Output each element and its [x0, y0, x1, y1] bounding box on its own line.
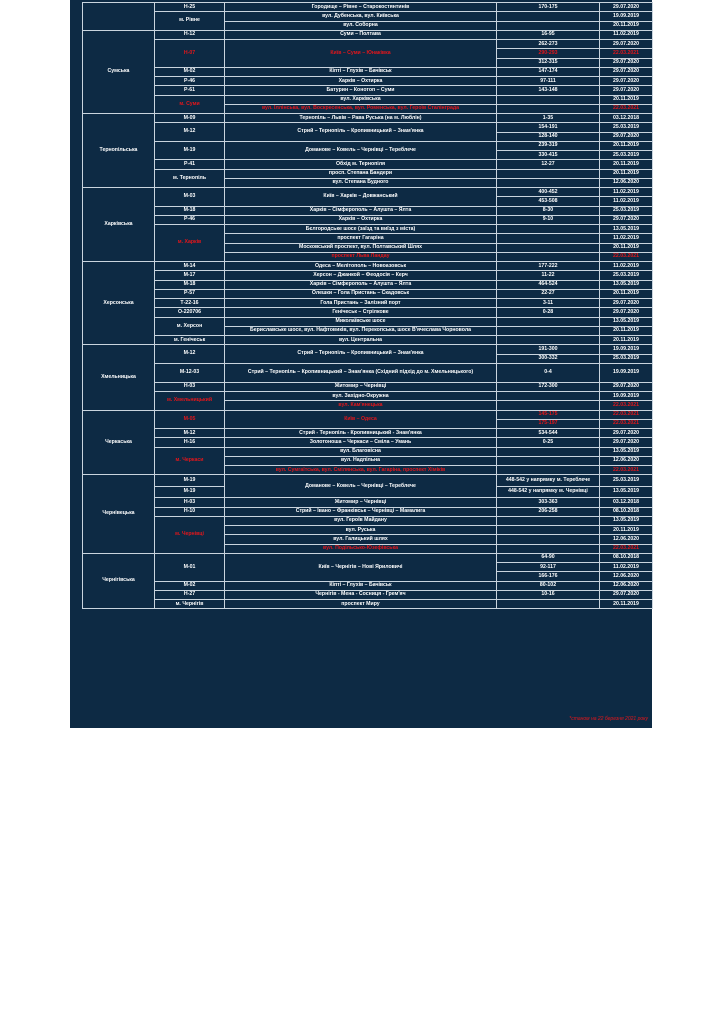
table-row: [83, 299, 653, 308]
date-cell: 13.05.2019: [600, 447, 653, 456]
road-code-cell: Н-27: [155, 590, 225, 599]
route-cell: проспект Льва Ландау: [225, 252, 497, 261]
date-cell: 20.11.2019: [600, 526, 653, 535]
route-cell: Стрий – Івано – Франківськ – Чернівці – Мамалига: [225, 507, 497, 516]
table-row: [83, 516, 653, 525]
route-cell: Одеса – Мелітополь – Новоазовськ: [225, 262, 497, 271]
route-cell: вул. Іллінська, вул. Воскресенська, вул. Роменська, вул. Героїв Сталінграда: [225, 104, 497, 113]
route-cell: Херсон – Джанкой – Феодосія – Керч: [225, 271, 497, 280]
route-cell: Московський проспект, вул. Полтавський Шлях: [225, 243, 497, 252]
km-cell: 453-508: [497, 197, 600, 206]
route-cell: Городище – Рівне – Старокостянтинів: [225, 3, 497, 12]
date-cell: 03.12.2018: [600, 114, 653, 123]
date-cell: 25.03.2019: [600, 151, 653, 160]
route-cell: вул. Степана Будного: [225, 178, 497, 187]
route-cell: вул. Героїв Майдану: [225, 516, 497, 525]
road-code-cell: М-05: [155, 410, 225, 429]
km-cell: 303-363: [497, 498, 600, 507]
route-cell: вул. Сумгаїтська, вул. Смілянська, вул. Гагаріна, проспект Хіміків: [225, 466, 497, 475]
date-cell: 19.09.2019: [600, 12, 653, 21]
footnote: *станом на 22 березня 2021 року: [569, 716, 648, 722]
route-cell: Харків – Сімферополь – Алушта – Ялта: [225, 206, 497, 215]
date-cell: 29.07.2020: [600, 132, 653, 141]
road-code-cell: м. Чернівці: [155, 516, 225, 553]
table-row: [83, 67, 653, 76]
km-cell: 290-293: [497, 49, 600, 58]
date-cell: 11.02.2019: [600, 30, 653, 39]
date-cell: 20.11.2019: [600, 326, 653, 335]
table-row: [83, 429, 653, 438]
road-code-cell: М-19: [155, 475, 225, 487]
km-cell: [497, 21, 600, 30]
km-cell: [497, 12, 600, 21]
road-code-cell: М-19: [155, 141, 225, 160]
date-cell: 20.11.2019: [600, 289, 653, 298]
km-cell: [497, 544, 600, 553]
date-cell: 29.07.2020: [600, 308, 653, 317]
road-code-cell: Т-22-16: [155, 299, 225, 308]
route-cell: Обхід м. Тернопіля: [225, 160, 497, 169]
km-cell: 534-544: [497, 429, 600, 438]
km-cell: 0-28: [497, 308, 600, 317]
km-cell: 16-95: [497, 30, 600, 39]
date-cell: 29.07.2020: [600, 40, 653, 49]
date-cell: 19.09.2019: [600, 345, 653, 354]
road-code-cell: Н-10: [155, 507, 225, 516]
date-cell: 29.07.2020: [600, 590, 653, 599]
table-row: [83, 169, 653, 178]
date-cell: 29.07.2020: [600, 299, 653, 308]
road-code-cell: М-19: [155, 486, 225, 498]
route-cell: проспект Гагаріна: [225, 234, 497, 243]
speed-control-table: [82, 2, 653, 609]
table-row: [83, 3, 653, 12]
km-cell: [497, 234, 600, 243]
road-code-cell: м. Рівне: [155, 12, 225, 31]
table-row: [83, 475, 653, 487]
date-cell: 29.07.2020: [600, 382, 653, 391]
km-cell: [497, 447, 600, 456]
route-cell: вул. Кам'янецька: [225, 401, 497, 410]
date-cell: 13.05.2019: [600, 317, 653, 326]
road-code-cell: М-09: [155, 114, 225, 123]
km-cell: 1-35: [497, 114, 600, 123]
route-cell: вул. Благовісна: [225, 447, 497, 456]
date-cell: 22.03.2021: [600, 252, 653, 261]
km-cell: [497, 225, 600, 234]
route-cell: просп. Степана Бандери: [225, 169, 497, 178]
date-cell: 29.07.2020: [600, 86, 653, 95]
date-cell: 20.11.2019: [600, 21, 653, 30]
road-code-cell: Р-46: [155, 77, 225, 86]
table-row: [83, 438, 653, 447]
table-row: [83, 114, 653, 123]
table-row: [83, 336, 653, 345]
km-cell: 10-16: [497, 590, 600, 599]
road-code-cell: М-02: [155, 581, 225, 590]
date-cell: 11.02.2019: [600, 262, 653, 271]
table-row: [83, 225, 653, 234]
date-cell: 13.05.2019: [600, 280, 653, 289]
date-cell: 25.03.2019: [600, 475, 653, 487]
road-code-cell: Р-61: [155, 86, 225, 95]
route-cell: Київ – Суми – Юнаківка: [225, 40, 497, 68]
route-cell: Генічеськ – Стрілкове: [225, 308, 497, 317]
date-cell: 13.05.2019: [600, 225, 653, 234]
date-cell: 25.03.2019: [600, 271, 653, 280]
table-row: [83, 345, 653, 354]
road-code-cell: Н-03: [155, 382, 225, 391]
date-cell: 20.11.2019: [600, 336, 653, 345]
date-cell: 20.11.2019: [600, 95, 653, 104]
road-code-cell: М-01: [155, 553, 225, 581]
route-cell: вул. Дубенська, вул. Київська: [225, 12, 497, 21]
road-code-cell: Н-16: [155, 438, 225, 447]
date-cell: 22.03.2021: [600, 544, 653, 553]
table-row: [83, 600, 653, 609]
date-cell: 11.02.2019: [600, 188, 653, 197]
road-code-cell: м. Черкаси: [155, 447, 225, 475]
km-cell: [497, 401, 600, 410]
km-cell: [497, 95, 600, 104]
km-cell: [497, 336, 600, 345]
road-code-cell: М-02: [155, 67, 225, 76]
km-cell: 206-258: [497, 507, 600, 516]
km-cell: 12-27: [497, 160, 600, 169]
km-cell: 312-315: [497, 58, 600, 67]
date-cell: 25.03.2019: [600, 206, 653, 215]
road-code-cell: М-12: [155, 345, 225, 364]
route-cell: Миколаївське шосе: [225, 317, 497, 326]
table-row: [83, 308, 653, 317]
date-cell: 11.02.2019: [600, 563, 653, 572]
route-cell: вул. Харківська: [225, 95, 497, 104]
region-cell: Херсонська: [83, 262, 155, 345]
table-row: [83, 271, 653, 280]
region-cell: Чернівецька: [83, 475, 155, 554]
route-cell: Стрий - Тернопіль - Кропивницький - Знам'янка: [225, 429, 497, 438]
km-cell: [497, 456, 600, 465]
km-cell: 330-415: [497, 151, 600, 160]
km-cell: 8-30: [497, 206, 600, 215]
route-cell: вул. Соборна: [225, 21, 497, 30]
date-cell: 12.06.2020: [600, 456, 653, 465]
road-code-cell: М-17: [155, 271, 225, 280]
date-cell: 13.05.2019: [600, 486, 653, 498]
road-code-cell: М-18: [155, 206, 225, 215]
km-cell: [497, 600, 600, 609]
km-cell: 177-222: [497, 262, 600, 271]
date-cell: 29.07.2020: [600, 3, 653, 12]
road-code-cell: м. Чернігів: [155, 600, 225, 609]
table-row: [83, 141, 653, 150]
km-cell: [497, 243, 600, 252]
table-row: [83, 392, 653, 401]
km-cell: 170-175: [497, 3, 600, 12]
region-cell: Черкаська: [83, 410, 155, 475]
date-cell: 25.03.2019: [600, 354, 653, 363]
date-cell: 29.07.2020: [600, 215, 653, 224]
road-code-cell: м. Херсон: [155, 317, 225, 336]
table-row: [83, 447, 653, 456]
route-cell: Київ – Чернігів – Нові Яриловичі: [225, 553, 497, 581]
km-cell: 448-542 у напрямку м. Тереблече: [497, 475, 600, 487]
road-code-cell: М-03: [155, 188, 225, 207]
table-row: [83, 553, 653, 562]
road-code-cell: Р-41: [155, 160, 225, 169]
route-cell: Золотоноша – Черкаси – Сміла – Умань: [225, 438, 497, 447]
km-cell: 239-319: [497, 141, 600, 150]
date-cell: 29.07.2020: [600, 67, 653, 76]
table-row: [83, 40, 653, 49]
km-cell: [497, 466, 600, 475]
table-row: [83, 188, 653, 197]
km-cell: 172-300: [497, 382, 600, 391]
route-cell: Стрий – Тернопіль – Кропивницький – Знам'янка: [225, 123, 497, 142]
route-cell: Харків – Охтирка: [225, 215, 497, 224]
table-row: [83, 77, 653, 86]
date-cell: 13.05.2019: [600, 516, 653, 525]
route-cell: вул. Центральна: [225, 336, 497, 345]
date-cell: 20.11.2019: [600, 243, 653, 252]
table-row: [83, 30, 653, 39]
road-code-cell: м. Хмельницький: [155, 392, 225, 411]
road-code-cell: Н-12: [155, 30, 225, 39]
route-cell: Стрий – Тернопіль – Кропивницький – Знам'янка (Східний підхід до м. Хмельницького): [225, 363, 497, 382]
km-cell: 3-11: [497, 299, 600, 308]
date-cell: 20.11.2019: [600, 160, 653, 169]
road-code-cell: М-18: [155, 280, 225, 289]
road-code-cell: Р-57: [155, 289, 225, 298]
region-cell: Хмельницька: [83, 345, 155, 410]
route-cell: Доманове – Ковель – Чернівці – Тереблече: [225, 141, 497, 160]
km-cell: 97-111: [497, 77, 600, 86]
route-cell: Київ – Одеса: [225, 410, 497, 429]
km-cell: [497, 526, 600, 535]
road-code-cell: М-12: [155, 123, 225, 142]
km-cell: 400-452: [497, 188, 600, 197]
road-code-cell: М-12: [155, 429, 225, 438]
km-cell: 0-25: [497, 438, 600, 447]
km-cell: 166-176: [497, 572, 600, 581]
table-row: [83, 289, 653, 298]
km-cell: 147-174: [497, 67, 600, 76]
km-cell: 191-300: [497, 345, 600, 354]
route-cell: вул. Подільсько-Юзефівська: [225, 544, 497, 553]
date-cell: 20.11.2019: [600, 169, 653, 178]
route-cell: Кіпті – Глухів – Бачівськ: [225, 67, 497, 76]
document-page: [70, 0, 652, 728]
road-code-cell: м. Генічеськ: [155, 336, 225, 345]
date-cell: 29.07.2020: [600, 77, 653, 86]
route-cell: Тернопіль – Львів – Рава Руська (на м. Люблін): [225, 114, 497, 123]
table-row: [83, 95, 653, 104]
route-cell: Кіпті – Глухів – Бачівськ: [225, 581, 497, 590]
date-cell: 12.06.2020: [600, 535, 653, 544]
date-cell: 22.03.2021: [600, 49, 653, 58]
km-cell: [497, 169, 600, 178]
date-cell: 08.10.2018: [600, 507, 653, 516]
km-cell: 154-191: [497, 123, 600, 132]
route-cell: Бєлгородське шосе (заїзд та виїзд з міста): [225, 225, 497, 234]
road-code-cell: м. Харків: [155, 225, 225, 262]
date-cell: 19.09.2019: [600, 363, 653, 382]
route-cell: Доманове – Ковель – Чернівці – Тереблече: [225, 475, 497, 498]
route-cell: Олешки – Гола Пристань – Скадовськ: [225, 289, 497, 298]
road-code-cell: Н-07: [155, 40, 225, 68]
date-cell: 22.03.2021: [600, 466, 653, 475]
region-cell: [83, 3, 155, 31]
route-cell: вул. Надпільна: [225, 456, 497, 465]
route-cell: вул. Західно-Окружна: [225, 392, 497, 401]
route-cell: Житомир – Чернівці: [225, 382, 497, 391]
road-code-cell: О-220706: [155, 308, 225, 317]
table-row: [83, 86, 653, 95]
table-row: [83, 410, 653, 419]
table-row: [83, 280, 653, 289]
km-cell: [497, 317, 600, 326]
km-cell: 145-175: [497, 410, 600, 419]
km-cell: 448-542 у напрямку м. Чернівці: [497, 486, 600, 498]
route-cell: Гола Пристань – Залізний порт: [225, 299, 497, 308]
km-cell: [497, 252, 600, 261]
date-cell: 19.09.2019: [600, 392, 653, 401]
region-cell: Харківська: [83, 188, 155, 262]
date-cell: 12.06.2020: [600, 572, 653, 581]
table-row: [83, 581, 653, 590]
table-row: [83, 262, 653, 271]
km-cell: 11-22: [497, 271, 600, 280]
table-row: [83, 317, 653, 326]
route-cell: Київ – Харків – Довжанський: [225, 188, 497, 207]
km-cell: [497, 535, 600, 544]
road-code-cell: Н-25: [155, 3, 225, 12]
km-cell: 262-273: [497, 40, 600, 49]
route-cell: Харків – Сімферополь – Алушта – Ялта: [225, 280, 497, 289]
route-cell: проспект Миру: [225, 600, 497, 609]
date-cell: 22.03.2021: [600, 419, 653, 428]
date-cell: 29.07.2020: [600, 438, 653, 447]
route-cell: вул. Галицький шлях: [225, 535, 497, 544]
km-cell: 128-140: [497, 132, 600, 141]
date-cell: 03.12.2018: [600, 498, 653, 507]
road-code-cell: Н-03: [155, 498, 225, 507]
table-row: [83, 382, 653, 391]
km-cell: 80-102: [497, 581, 600, 590]
road-code-cell: Р-46: [155, 215, 225, 224]
date-cell: 12.06.2020: [600, 178, 653, 187]
km-cell: [497, 516, 600, 525]
km-cell: 9-10: [497, 215, 600, 224]
region-cell: Сумська: [83, 30, 155, 113]
date-cell: 22.03.2021: [600, 104, 653, 113]
km-cell: [497, 178, 600, 187]
km-cell: [497, 104, 600, 113]
km-cell: [497, 392, 600, 401]
km-cell: 143-148: [497, 86, 600, 95]
table-row: [83, 363, 653, 382]
date-cell: 22.03.2021: [600, 410, 653, 419]
route-cell: Харків – Охтирка: [225, 77, 497, 86]
date-cell: 20.11.2019: [600, 141, 653, 150]
date-cell: 25.03.2019: [600, 123, 653, 132]
km-cell: [497, 326, 600, 335]
date-cell: 11.02.2019: [600, 197, 653, 206]
table-row: [83, 215, 653, 224]
route-cell: Бериславське шосе, вул. Нафтовиків, вул. Перекопська, шосе В'ячеслава Чорновола: [225, 326, 497, 335]
route-cell: Чернігів - Мена - Сосниця - Грем'яч: [225, 590, 497, 599]
km-cell: 22-27: [497, 289, 600, 298]
km-cell: 300-332: [497, 354, 600, 363]
km-cell: 175-197: [497, 419, 600, 428]
route-cell: Батурин – Конотоп – Суми: [225, 86, 497, 95]
road-code-cell: М-14: [155, 262, 225, 271]
km-cell: 92-117: [497, 563, 600, 572]
km-cell: 464-524: [497, 280, 600, 289]
table-row: [83, 590, 653, 599]
table-row: [83, 12, 653, 21]
table-row: [83, 160, 653, 169]
region-cell: Чернігівська: [83, 553, 155, 609]
km-cell: 0-4: [497, 363, 600, 382]
date-cell: 29.07.2020: [600, 429, 653, 438]
road-code-cell: м. Тернопіль: [155, 169, 225, 188]
road-code-cell: М-12-03: [155, 363, 225, 382]
date-cell: 11.02.2019: [600, 234, 653, 243]
date-cell: 22.03.2021: [600, 401, 653, 410]
region-cell: Тернопільська: [83, 114, 155, 188]
km-cell: 64-90: [497, 553, 600, 562]
route-cell: Суми – Полтава: [225, 30, 497, 39]
road-code-cell: м. Суми: [155, 95, 225, 114]
table-row: [83, 507, 653, 516]
table-row: [83, 206, 653, 215]
route-cell: Житомир – Чернівці: [225, 498, 497, 507]
route-cell: вул. Руська: [225, 526, 497, 535]
date-cell: 12.06.2020: [600, 581, 653, 590]
date-cell: 29.07.2020: [600, 58, 653, 67]
table-row: [83, 123, 653, 132]
date-cell: 08.10.2018: [600, 553, 653, 562]
route-cell: Стрий – Тернопіль – Кропивницький – Знам'янка: [225, 345, 497, 364]
table-row: [83, 498, 653, 507]
date-cell: 20.11.2019: [600, 600, 653, 609]
